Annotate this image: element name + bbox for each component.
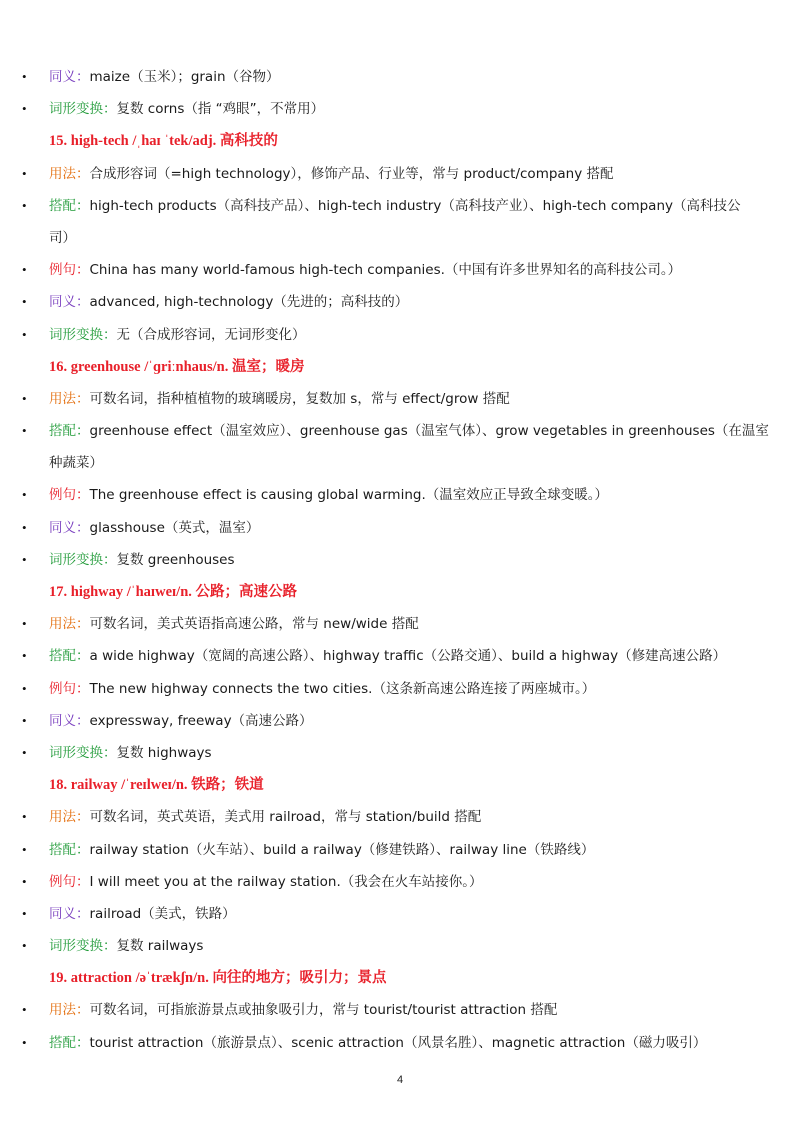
bullet-text: 可数名词，英式英语，美式用 railroad，常与 station/build 搭配	[89, 809, 482, 826]
bullet-content	[49, 158, 760, 190]
bullet-icon	[22, 512, 28, 544]
bullet-content	[49, 866, 760, 898]
bullet-content	[49, 93, 760, 125]
bullet-label: 搭配：	[49, 197, 90, 214]
bullet-content	[49, 319, 760, 351]
entry-list	[0, 61, 800, 1059]
bullet-content	[49, 705, 760, 737]
bullet-icon	[22, 608, 28, 640]
bullet-icon	[22, 737, 28, 769]
bullet-content	[49, 415, 769, 447]
entry-heading	[0, 125, 800, 157]
bullet-label: 搭配：	[49, 841, 90, 858]
bullet-icon	[22, 673, 28, 705]
bullet-text: high-tech products（高科技产品）、high-tech industry（高科技产业）、high-tech company（高科技公	[89, 197, 741, 214]
bullet-text: 复数 railways	[116, 938, 204, 955]
bullet-item	[0, 930, 800, 962]
bullet-text: tourist attraction（旅游景点）、scenic attraction（风景名胜）、magnetic attraction（磁力吸引）	[89, 1034, 707, 1051]
bullet-item	[0, 705, 800, 737]
bullet-icon	[22, 383, 28, 415]
entry-heading	[0, 769, 800, 801]
continuation-line	[0, 447, 800, 479]
bullet-text: railroad（美式，铁路）	[89, 905, 236, 922]
bullet-content	[49, 930, 760, 962]
bullet-content	[49, 737, 760, 769]
bullet-item	[0, 737, 800, 769]
bullet-content	[49, 640, 760, 672]
bullet-label: 搭配：	[49, 423, 90, 440]
entry-heading-text: 17. highway /ˈhaɪweɪ/n. 公路；高速公路	[49, 584, 298, 600]
bullet-text: expressway, freeway（高速公路）	[89, 712, 313, 729]
continuation-text: 司）	[49, 229, 76, 246]
bullet-item	[0, 673, 800, 705]
bullet-label: 搭配：	[49, 1034, 90, 1051]
bullet-content	[49, 673, 760, 705]
entry-heading-text: 15. high-tech /ˌhaɪ ˈtek/adj. 高科技的	[49, 133, 278, 150]
bullet-item	[0, 544, 800, 576]
bullet-icon	[22, 158, 28, 190]
bullet-icon	[22, 190, 28, 222]
bullet-text: 复数 corns（指 “鸡眼”，不常用）	[116, 101, 325, 118]
bullet-icon	[22, 930, 28, 962]
bullet-text: 可数名词，可指旅游景点或抽象吸引力，常与 tourist/tourist attraction 搭配	[89, 1002, 558, 1019]
bullet-label: 用法：	[49, 616, 90, 633]
bullet-icon	[22, 61, 28, 93]
bullet-content	[49, 512, 760, 544]
bullet-item	[0, 61, 800, 93]
bullet-icon	[22, 705, 28, 737]
continuation-text: 种蔬菜）	[49, 455, 103, 472]
bullet-content	[49, 608, 760, 640]
bullet-icon	[22, 1027, 28, 1059]
bullet-label: 例句：	[49, 680, 90, 697]
bullet-item	[0, 319, 800, 351]
bullet-label: 用法：	[49, 1002, 90, 1019]
bullet-text: 合成形容词（=high technology），修饰产品、行业等，常与 product/company 搭配	[89, 165, 614, 182]
bullet-label: 例句：	[49, 873, 90, 890]
bullet-item	[0, 608, 800, 640]
bullet-icon	[22, 415, 28, 447]
bullet-text: The greenhouse effect is causing global warming.（温室效应正导致全球变暖。）	[89, 487, 608, 504]
bullet-content	[49, 834, 760, 866]
bullet-text: maize（玉米）；grain（谷物）	[89, 69, 280, 85]
bullet-content	[49, 544, 760, 576]
bullet-content	[49, 801, 760, 833]
bullet-text: 可数名词，指种植植物的玻璃暖房，复数加 s，常与 effect/grow 搭配	[89, 390, 510, 407]
bullet-item	[0, 898, 800, 930]
entry-heading-text: 16. greenhouse /ˈɡriːnhaus/n. 温室；暖房	[49, 358, 305, 375]
bullet-item	[0, 190, 800, 222]
bullet-item	[0, 512, 800, 544]
bullet-icon	[22, 286, 28, 318]
bullet-content	[49, 383, 760, 415]
bullet-item	[0, 1027, 800, 1059]
bullet-content	[49, 61, 760, 93]
bullet-icon	[22, 994, 28, 1026]
bullet-text: China has many world-famous high-tech companies.（中国有许多世界知名的高科技公司。）	[89, 262, 682, 279]
bullet-text: a wide highway（宽阔的高速公路）、highway traffic（公路交通）、build a highway（修建高速公路）	[89, 648, 727, 665]
continuation-line	[0, 222, 800, 254]
bullet-label: 词形变换：	[49, 744, 117, 761]
bullet-item	[0, 866, 800, 898]
bullet-item	[0, 415, 800, 447]
bullet-item	[0, 254, 800, 286]
bullet-text: 无（合成形容词，无词形变化）	[116, 326, 306, 343]
bullet-text: 复数 greenhouses	[116, 551, 235, 568]
bullet-item	[0, 286, 800, 318]
bullet-icon	[22, 834, 28, 866]
bullet-label: 用法：	[49, 809, 90, 826]
bullet-icon	[22, 898, 28, 930]
bullet-label: 例句：	[49, 487, 90, 504]
bullet-content	[49, 994, 760, 1026]
bullet-content	[49, 898, 760, 930]
bullet-text: greenhouse effect（温室效应）、greenhouse gas（温室气体）、grow vegetables in greenhouses（在温室	[89, 423, 769, 440]
bullet-content	[49, 1027, 760, 1059]
bullet-icon	[22, 640, 28, 672]
bullet-item	[0, 383, 800, 415]
bullet-icon	[22, 254, 28, 286]
bullet-label: 同义：	[49, 294, 90, 311]
bullet-text: 可数名词，美式英语指高速公路，常与 new/wide 搭配	[89, 616, 419, 633]
bullet-item	[0, 640, 800, 672]
bullet-text: I will meet you at the railway station.（我会在火车站接你。）	[89, 873, 483, 890]
bullet-icon	[22, 866, 28, 898]
entry-heading-text: 19. attraction /əˈtrækʃn/n. 向往的地方；吸引力；景点	[49, 970, 387, 987]
bullet-item	[0, 158, 800, 190]
bullet-text: glasshouse（英式，温室）	[89, 519, 260, 536]
bullet-label: 词形变换：	[49, 551, 117, 568]
bullet-label: 同义：	[49, 905, 90, 922]
bullet-content	[49, 254, 760, 286]
bullet-content	[49, 479, 760, 511]
bullet-icon	[22, 544, 28, 576]
page-number: 4	[396, 1074, 404, 1086]
bullet-label: 同义：	[49, 519, 90, 536]
bullet-label: 词形变换：	[49, 101, 117, 118]
bullet-text: 复数 highways	[116, 744, 212, 761]
entry-heading	[0, 351, 800, 383]
bullet-label: 词形变换：	[49, 326, 117, 343]
bullet-text: The new highway connects the two cities.（这条新高速公路连接了两座城市。）	[89, 680, 596, 697]
bullet-label: 例句：	[49, 262, 90, 279]
bullet-label: 词形变换：	[49, 938, 117, 955]
bullet-content	[49, 190, 760, 222]
bullet-text: railway station（火车站）、build a railway（修建铁路）、railway line（铁路线）	[89, 841, 595, 858]
bullet-item	[0, 834, 800, 866]
bullet-item	[0, 93, 800, 125]
entry-heading	[0, 576, 800, 608]
bullet-icon	[22, 479, 28, 511]
bullet-item	[0, 994, 800, 1026]
bullet-label: 同义：	[49, 712, 90, 729]
entry-heading-text: 18. railway /ˈreɪlweɪ/n. 铁路；铁道	[49, 777, 264, 794]
entry-heading	[0, 962, 800, 994]
bullet-text: advanced, high-technology（先进的；高科技的）	[89, 294, 409, 311]
bullet-label: 用法：	[49, 390, 90, 407]
bullet-label: 同义：	[49, 69, 90, 85]
bullet-icon	[22, 93, 28, 125]
bullet-item	[0, 801, 800, 833]
bullet-content	[49, 286, 760, 318]
bullet-label: 搭配：	[49, 648, 90, 665]
bullet-item	[0, 479, 800, 511]
bullet-icon	[22, 319, 28, 351]
bullet-label: 用法：	[49, 165, 90, 182]
bullet-icon	[22, 801, 28, 833]
